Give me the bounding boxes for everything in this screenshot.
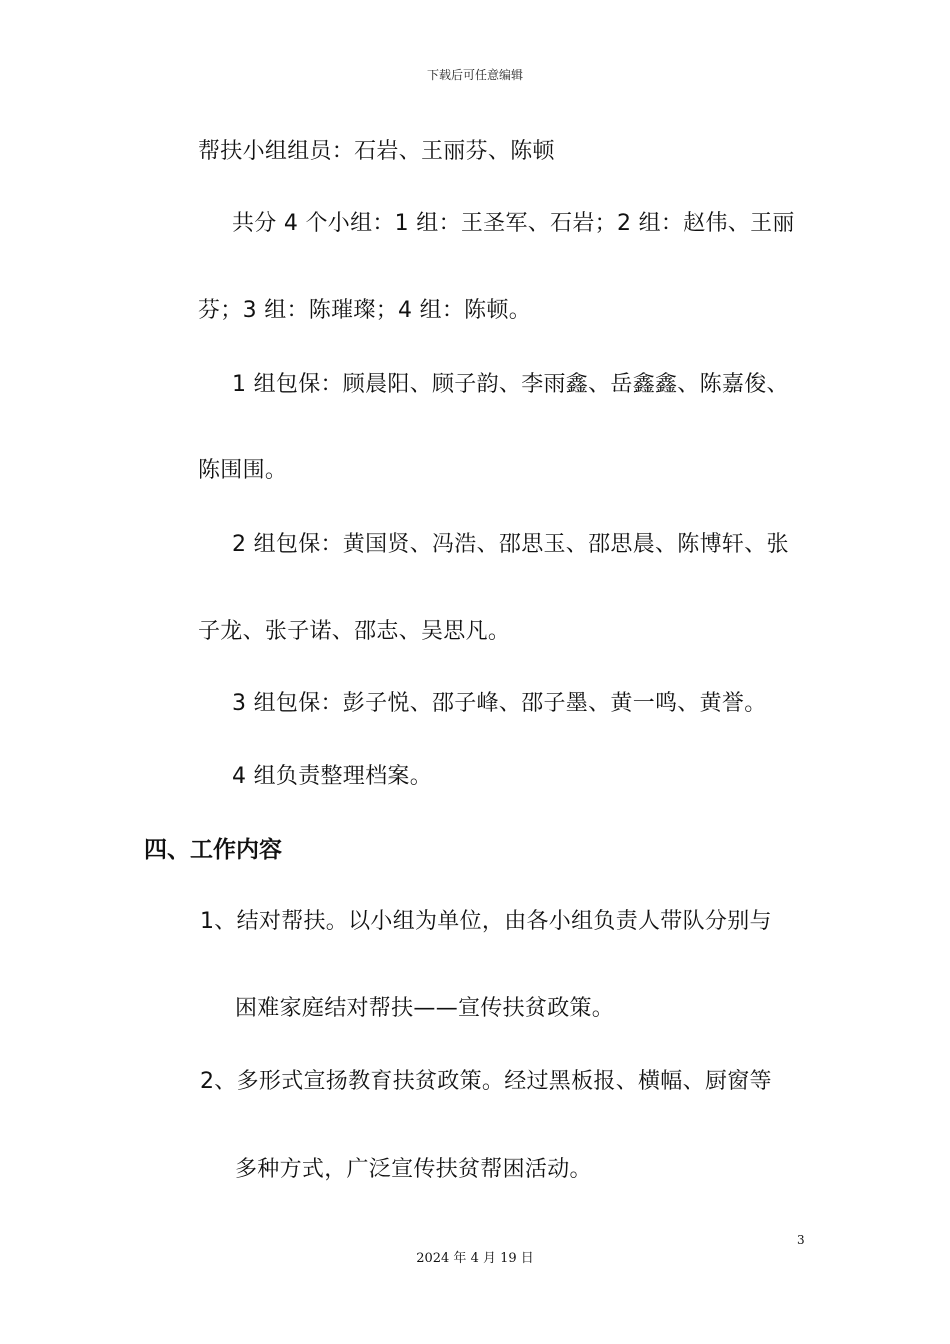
paragraph-line: 3 组包保：彭子悦、邵子峰、邵子墨、黄一鸣、黄誉。 bbox=[232, 691, 767, 716]
page-number: 3 bbox=[797, 1233, 805, 1247]
footer-date: 2024 年 4 月 19 日 bbox=[416, 1251, 534, 1266]
paragraph-line: 共分 4 个小组：1 组：王圣军、石岩；2 组：赵伟、王丽 bbox=[232, 211, 795, 236]
list-item-line: 困难家庭结对帮扶——宣传扶贫政策。 bbox=[235, 996, 615, 1021]
paragraph-line: 4 组负责整理档案。 bbox=[232, 764, 432, 789]
paragraph-line: 2 组包保：黄国贤、冯浩、邵思玉、邵思晨、陈博轩、张 bbox=[232, 532, 789, 557]
paragraph-line: 芬；3 组：陈璀璨；4 组：陈顿。 bbox=[198, 298, 532, 323]
paragraph-line: 陈围围。 bbox=[198, 458, 288, 483]
page-header: 下载后可任意编辑 bbox=[426, 68, 523, 82]
list-item-line: 1、结对帮扶。以小组为单位，由各小组负责人带队分别与 bbox=[200, 909, 772, 934]
list-item-line: 2、多形式宣扬教育扶贫政策。经过黑板报、横幅、厨窗等 bbox=[200, 1069, 772, 1094]
paragraph-line: 1 组包保：顾晨阳、顾子韵、李雨鑫、岳鑫鑫、陈嘉俊、 bbox=[232, 372, 789, 397]
paragraph-line: 子龙、张子诺、邵志、吴思凡。 bbox=[198, 619, 511, 644]
list-item-line: 多种方式，广泛宣传扶贫帮困活动。 bbox=[235, 1157, 592, 1182]
paragraph-line: 帮扶小组组员：石岩、王丽芬、陈顿 bbox=[198, 139, 555, 164]
section-heading: 四、工作内容 bbox=[144, 837, 282, 863]
